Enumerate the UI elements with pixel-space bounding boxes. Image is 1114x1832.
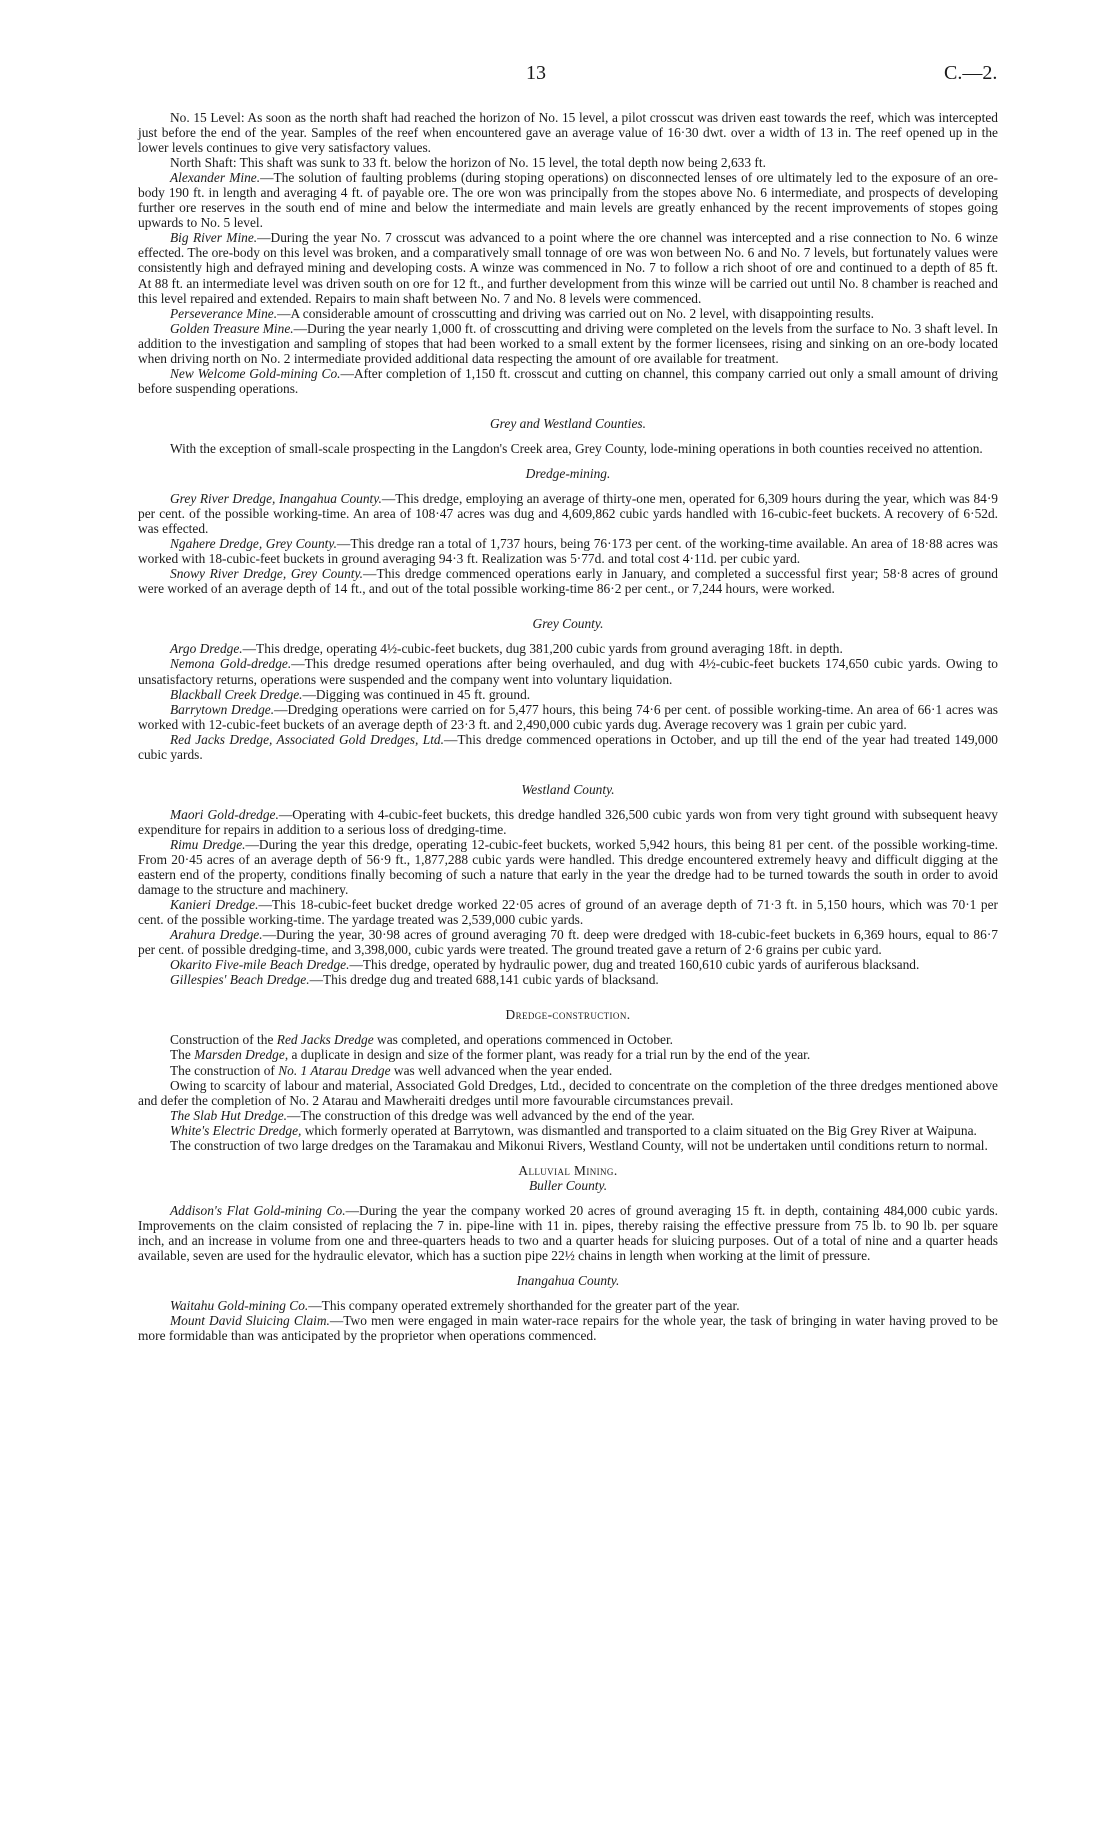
paragraph-text: —After completion of 1,150 ft. crosscut and cutting on channel, this company carried out only a small amount of driving before suspending operations. [138, 365, 998, 396]
section-spacer [138, 762, 998, 782]
section-spacer [138, 431, 998, 441]
paragraph [138, 1203, 998, 1263]
paragraph-text: Owing to scarcity of labour and material, Associated Gold Dredges, Ltd., decided to concentrate on the completion of the three dredges mentioned above and defer the completion of No. 2 Atarau and Mawheraiti dredges until more favourable circumstances prevail. [138, 1077, 998, 1108]
subsection-heading: Buller County. [528, 1177, 608, 1193]
section-spacer [138, 1263, 998, 1273]
section-spacer [138, 456, 998, 466]
paragraph [138, 957, 998, 972]
paragraph-text: —This dredge ran a total of 1,737 hours, being 76·173 per cent. of the working-time available. An area of 18·88 acres was worked with 18-cubic-feet buckets in ground averaging 94·3 ft. Realization was 5·77d. and total cost 4·11d. per cubic yard. [138, 536, 998, 567]
paragraph-lead: Waitahu Gold-mining Co. [170, 1298, 309, 1314]
paragraph-text-continued: was well advanced when the year ended. [390, 1062, 613, 1078]
paragraph [138, 321, 998, 366]
paragraph-lead: Kanieri Dredge. [170, 897, 259, 913]
section-heading: Dredge-construction. [505, 1007, 631, 1023]
paragraph [138, 807, 998, 837]
paragraph-text: —Digging was continued in 45 ft. ground. [302, 686, 531, 702]
paragraph-inline-italic: No. 1 Atarau Dredge [278, 1062, 391, 1078]
paragraph-lead: Snowy River Dredge, Grey County. [170, 566, 364, 582]
paragraph-text: —This dredge resumed operations after being overhauled, and dug with 4½-cubic-feet buckets 174,650 cubic yards. Owing to unsatisfactory returns, operations were suspended and the company went into voluntary liquidation. [138, 656, 998, 687]
paragraph-text: The [170, 1047, 191, 1063]
paragraph-lead: Arahura Dredge. [170, 927, 263, 943]
paragraph-text: —Dredging operations were carried on for 5,477 hours, this being 74·6 per cent. of possible working-time. An area of 66·1 acres was worked with 12-cubic-feet buckets of an average depth of 23·3 ft. and 2,490,000 cubic yards dug. Average recovery was 1 grain per cubic yard. [138, 701, 998, 732]
paragraph-text: —This 18-cubic-feet bucket dredge worked 22·05 acres of ground of an average depth of 71·3 ft. in 5,150 hours, which was 70·1 per cent. of the possible working-time. The yardage treated was 2,539,000 cubic yards. [138, 897, 998, 928]
paragraph-text: —During the year, 30·98 acres of ground averaging 70 ft. deep were dredged with 18-cubic-feet buckets in 6,369 hours, equal to 86·7 per cent. of possible dredging-time, and 3,398,000, cubic yards were treated. The ground treated gave a return of 2·6 grains per cubic yard. [138, 927, 998, 958]
paragraph-text: —This dredge, operated by hydraulic power, dug and treated 160,610 cubic yards of auriferous blacksand. [349, 957, 920, 973]
paragraph-text: —Operating with 4-cubic-feet buckets, this dredge handled 326,500 cubic yards won from very tight ground with subsequent heavy expenditure for repairs in addition to a serious loss of dredging-time. [138, 806, 998, 837]
document-body [138, 110, 998, 1343]
paragraph-lead: Red Jacks Dredge, Associated Gold Dredges, Ltd. [170, 731, 444, 747]
subsection-heading: Dredge-mining. [525, 465, 611, 481]
paragraph [138, 1313, 998, 1343]
paragraph [138, 491, 998, 536]
paragraph [138, 687, 998, 702]
paragraph-text-continued: , a duplicate in design and size of the former plant, was ready for a trial run by the end of the year. [284, 1047, 811, 1063]
paragraph-text: —The solution of faulting problems (during stoping operations) on disconnected lenses of ore ultimately led to the exposure of an ore-body 190 ft. in length and averaging 4 ft. of payable ore. The ore won was principally from the stopes above No. 6 intermediate, and prospects of developing further ore reserves in the south end of mine and below the intermediate and main levels are greatly enhanced by the recent improvements of stopes going upwards to No. 5 level. [138, 170, 998, 231]
paragraph [138, 972, 998, 987]
section-spacer [138, 797, 998, 807]
paragraph [138, 1298, 998, 1313]
subsection-heading: Inangahua County. [516, 1273, 620, 1289]
paragraph-text: —During the year nearly 1,000 ft. of crosscutting and driving were completed on the levels from the surface to No. 3 shaft level. In addition to the investigation and sampling of stopes that had been worked to a small extent by the former licensees, rising and sinking on an ore-body located when driving north on No. 2 intermediate provided additional data respecting the amount of ore available for treatment. [138, 320, 998, 366]
paragraph [138, 306, 998, 321]
document-reference: C.—2. [944, 62, 998, 84]
paragraph [138, 837, 998, 897]
paragraph-inline-italic: Marsden Dredge [194, 1047, 285, 1063]
section-spacer [138, 631, 998, 641]
paragraph [138, 702, 998, 732]
paragraph [138, 441, 998, 456]
paragraph-lead: Ngahere Dredge, Grey County. [170, 536, 337, 552]
section-spacer [138, 987, 998, 1007]
paragraph-inline-italic: Red Jacks Dredge [276, 1032, 374, 1048]
paragraph [138, 1032, 998, 1047]
page-number: 13 [526, 62, 546, 84]
subsection-heading: Westland County. [521, 781, 615, 797]
paragraph-text: —The construction of this dredge was well advanced by the end of the year. [287, 1107, 695, 1123]
paragraph [138, 1108, 998, 1123]
paragraph-text: North Shaft: This shaft was sunk to 33 ft. below the horizon of No. 15 level, the total depth now being 2,633 ft. [170, 155, 766, 171]
paragraph-text: —A considerable amount of crosscutting and driving was carried out on No. 2 level, with disappointing results. [277, 305, 874, 321]
paragraph [138, 1138, 998, 1153]
paragraph-text: The construction of two large dredges on the Taramakau and Mikonui Rivers, Westland County, will not be undertaken until conditions return to normal. [170, 1137, 988, 1153]
section-spacer [138, 1153, 998, 1163]
paragraph-lead: Big River Mine. [170, 230, 258, 246]
paragraph-lead: Addison's Flat Gold-mining Co. [170, 1202, 346, 1218]
paragraph-text: —During the year the company worked 20 acres of ground averaging 15 ft. in depth, containing 484,000 cubic yards. Improvements on the claim consisted of replacing the 7 in. pipe-line with 11 in. pipes, thereby raising the effective pressure from 75 lb. to 90 lb. per square inch, and an increase in volume from one and three-quarters heads to two and a quarter heads for sluicing purposes. Out of a total of nine and a quarter heads available, seven are used for the hydraulic elevator, which has a suction pipe 22½ chains in length when working at the limit of pressure. [138, 1202, 998, 1264]
paragraph [138, 230, 998, 305]
paragraph-text: —During the year No. 7 crosscut was advanced to a point where the ore channel was intercepted and a rise connection to No. 6 winze effected. The ore-body on this level was broken, and a comparatively small tonnage of ore was won between No. 6 and No. 7 levels, but fortunately values were consistently high and defrayed mining and developing costs. A winze was commenced in No. 7 to follow a rich shoot of ore and continued to a depth of 85 ft. At 88 ft. an intermediate level was driven south on ore for 12 ft., and further development from this winze will be carried out until No. 8 chamber is reached and this level repaired and extended. Repairs to main shaft between No. 7 and No. 8 levels were commenced. [138, 230, 999, 306]
paragraph-lead: Blackball Creek Dredge. [170, 686, 303, 702]
paragraph [138, 641, 998, 656]
paragraph-lead: Mount David Sluicing Claim. [170, 1313, 330, 1329]
paragraph [138, 366, 998, 396]
paragraph [138, 656, 998, 686]
paragraph [138, 732, 998, 762]
paragraph-text: —This dredge, employing an average of thirty-one men, operated for 6,309 hours during the year, which was 84·9 per cent. of the possible working-time. An area of 108·47 acres was dug and 4,609,862 cubic yards handled with 16-cubic-feet buckets. A recovery of 6·52d. was effected. [138, 491, 998, 537]
section-spacer [138, 396, 998, 416]
paragraph [138, 1047, 998, 1062]
paragraph [138, 1063, 998, 1078]
paragraph-text: —Two men were engaged in main water-race repairs for the whole year, the task of bringing in water having proved to be more formidable than was anticipated by the proprietor when operations commenced. [138, 1313, 998, 1344]
paragraph [138, 897, 998, 927]
paragraph-lead: White's Electric Dredge, [170, 1122, 302, 1138]
paragraph-lead: Golden Treasure Mine. [170, 320, 294, 336]
paragraph-lead: Argo Dredge. [170, 641, 243, 657]
paragraph-lead: Okarito Five-mile Beach Dredge. [170, 957, 350, 973]
paragraph-lead: New Welcome Gold-mining Co. [170, 365, 341, 381]
section-spacer [138, 481, 998, 491]
section-spacer [138, 1288, 998, 1298]
paragraph-text: —This dredge commenced operations early in January, and completed a successful first year; 58·8 acres of ground were worked of an average depth of 14 ft., and out of the total possible working-time 86·2 per cent., or 7,244 hours, were worked. [138, 566, 999, 597]
paragraph-text: —This company operated extremely shorthanded for the greater part of the year. [308, 1298, 740, 1314]
paragraph [138, 155, 998, 170]
paragraph-text: The construction of [170, 1062, 275, 1078]
subsection-heading: Grey County. [532, 616, 604, 632]
subsection-heading: Grey and Westland Counties. [490, 415, 646, 431]
paragraph-lead: Grey River Dredge, Inangahua County. [170, 491, 382, 507]
paragraph [138, 927, 998, 957]
paragraph-text: No. 15 Level: As soon as the north shaft had reached the horizon of No. 15 level, a pilot crosscut was driven east towards the reef, which was intercepted just before the end of the year. Samples of the reef when encountered gave an average value of 16·30 dwt. over a width of 13 in. The reef opened up in the lower levels continues to give very satisfactory values. [138, 110, 998, 156]
paragraph-text: which formerly operated at Barrytown, was dismantled and transported to a claim situated on the Big Grey River at Waipuna. [301, 1122, 977, 1138]
section-heading: Alluvial Mining. [518, 1162, 618, 1178]
paragraph [138, 170, 998, 230]
paragraph [138, 1078, 998, 1108]
paragraph [138, 566, 998, 596]
paragraph-lead: The Slab Hut Dredge. [170, 1107, 288, 1123]
paragraph-text: —During the year this dredge, operating 12-cubic-feet buckets, worked 5,942 hours, this being 81 per cent. of the possible working-time. From 20·45 acres of an average depth of 56·9 ft., 1,877,288 cubic yards were handled. This dredge encountered extremely heavy and difficult digging at the eastern end of the property, conditions finally becoming of such a nature that early in the year the dredge had to be turned towards the south in order to avoid damage to the structure and machinery. [138, 836, 998, 898]
paragraph [138, 110, 998, 155]
paragraph-text: With the exception of small-scale prospecting in the Langdon's Creek area, Grey County, lode-mining operations in both counties received no attention. [170, 440, 983, 456]
paragraph-lead: Nemona Gold-dredge. [170, 656, 292, 672]
paragraph-lead: Maori Gold-dredge. [170, 806, 279, 822]
paragraph-text-continued: was completed, and operations commenced in October. [373, 1032, 674, 1048]
paragraph-text: —This dredge, operating 4½-cubic-feet buckets, dug 381,200 cubic yards from ground averaging 18ft. in depth. [242, 641, 843, 657]
paragraph-lead: Barrytown Dredge. [170, 701, 275, 717]
section-spacer [138, 1193, 998, 1203]
paragraph-lead: Perseverance Mine. [170, 305, 278, 321]
paragraph-lead: Gillespies' Beach Dredge. [170, 972, 310, 988]
paragraph-lead: Alexander Mine. [170, 170, 261, 186]
paragraph-text: Construction of the [170, 1032, 274, 1048]
paragraph-lead: Rimu Dredge. [170, 836, 246, 852]
paragraph-text: —This dredge commenced operations in October, and up till the end of the year had treated 149,000 cubic yards. [138, 731, 998, 762]
paragraph [138, 1123, 998, 1138]
paragraph-text: —This dredge dug and treated 688,141 cubic yards of blacksand. [309, 972, 659, 988]
section-spacer [138, 596, 998, 616]
section-spacer [138, 1022, 998, 1032]
paragraph [138, 536, 998, 566]
